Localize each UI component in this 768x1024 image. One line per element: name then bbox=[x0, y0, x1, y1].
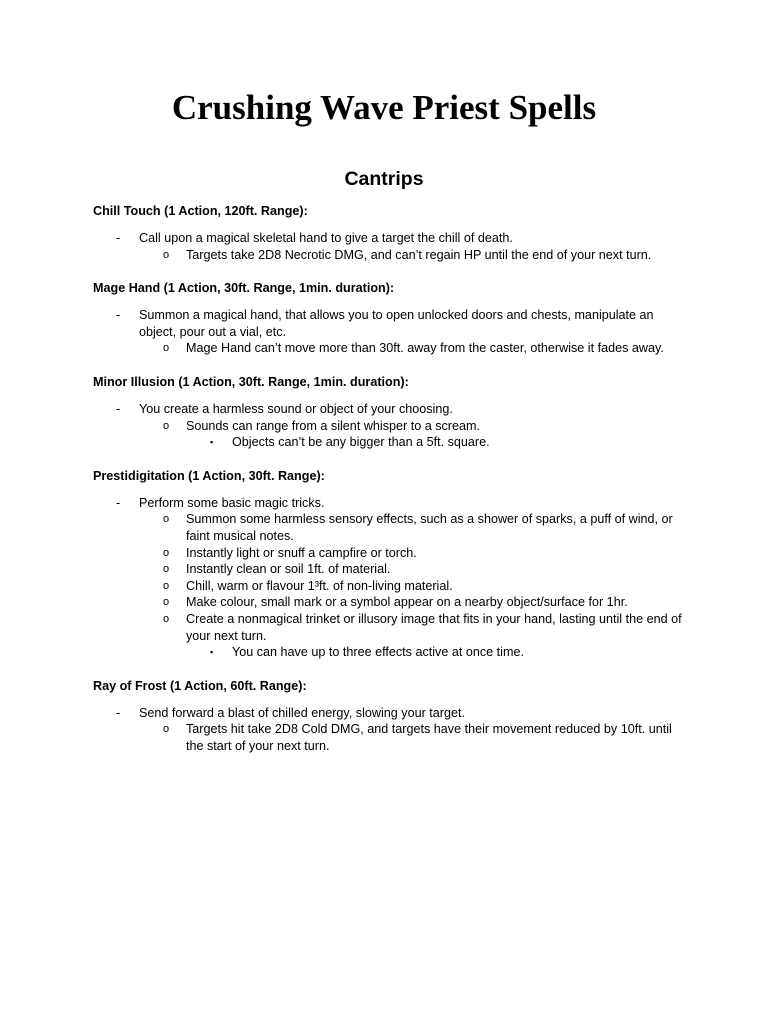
spell-heading: Ray of Frost (1 Action, 60ft. Range): bbox=[93, 678, 307, 693]
list-item-text: Summon some harmless sensory effects, such as a shower of sparks, a puff of wind, or faint musical notes. bbox=[186, 512, 673, 543]
list-item bbox=[93, 401, 683, 418]
list-item-text: Call upon a magical skeletal hand to give a target the chill of death. bbox=[139, 231, 513, 245]
circle-bullet-icon: o bbox=[163, 419, 170, 432]
dash-bullet-icon: - bbox=[116, 401, 121, 416]
spell-description-list bbox=[93, 307, 683, 357]
spell-ray-of-frost bbox=[93, 678, 683, 755]
list-item-text: You can have up to three effects active at once time. bbox=[232, 645, 524, 660]
spell-heading: Prestidigitation (1 Action, 30ft. Range): bbox=[93, 468, 325, 483]
document-title: Crushing Wave Priest Spells bbox=[171, 88, 597, 127]
list-item bbox=[93, 594, 683, 611]
list-item bbox=[93, 721, 683, 754]
list-item bbox=[93, 434, 683, 451]
list-item-text: Objects can’t be any bigger than a 5ft. square. bbox=[232, 435, 490, 450]
list-item bbox=[93, 705, 683, 722]
spell-heading: Chill Touch (1 Action, 120ft. Range): bbox=[93, 204, 308, 218]
spell-minor-illusion bbox=[93, 374, 683, 451]
spell-description-list bbox=[93, 230, 683, 263]
list-item-text: Send forward a blast of chilled energy, slowing your target. bbox=[139, 705, 465, 720]
list-item-text: Chill, warm or flavour 1³ft. of non-living material. bbox=[186, 578, 453, 593]
list-item-text: Summon a magical hand, that allows you to open unlocked doors and chests, manipulate an object, pour out a vial, etc. bbox=[139, 308, 654, 339]
list-item-text: Create a nonmagical trinket or illusory image that fits in your hand, lasting until the end of your next turn. bbox=[186, 611, 682, 643]
spell-description-list bbox=[93, 705, 683, 755]
list-item bbox=[93, 578, 683, 595]
list-item bbox=[93, 230, 683, 247]
circle-bullet-icon: o bbox=[163, 513, 170, 526]
list-item-text: You create a harmless sound or object of your choosing. bbox=[139, 401, 453, 416]
circle-bullet-icon: o bbox=[163, 596, 170, 609]
list-item-text: Mage Hand can’t move more than 30ft. away from the caster, otherwise it fades away. bbox=[186, 341, 664, 356]
section-heading-cantrips: Cantrips bbox=[344, 168, 424, 190]
spell-prestidigitation bbox=[93, 468, 683, 661]
list-item bbox=[93, 495, 683, 512]
circle-bullet-icon: o bbox=[163, 723, 170, 736]
list-item-text: Targets hit take 2D8 Cold DMG, and targets have their movement reduced by 10ft. until the start of your next turn. bbox=[186, 722, 672, 753]
circle-bullet-icon: o bbox=[163, 546, 170, 559]
list-item bbox=[93, 340, 683, 357]
list-item bbox=[93, 511, 683, 544]
circle-bullet-icon: o bbox=[163, 248, 170, 261]
dash-bullet-icon: - bbox=[116, 495, 121, 510]
square-bullet-icon: ▪ bbox=[210, 647, 214, 658]
list-item bbox=[93, 247, 683, 264]
circle-bullet-icon: o bbox=[163, 579, 170, 592]
circle-bullet-icon: o bbox=[163, 342, 170, 355]
dash-bullet-icon: - bbox=[116, 308, 121, 323]
list-item-text: Sounds can range from a silent whisper to a scream. bbox=[186, 418, 480, 433]
spell-heading: Minor Illusion (1 Action, 30ft. Range, 1min. duration): bbox=[93, 374, 409, 389]
spell-list bbox=[93, 203, 683, 754]
square-bullet-icon: ▪ bbox=[210, 437, 214, 448]
dash-bullet-icon: - bbox=[116, 231, 121, 245]
list-item-text: Make colour, small mark or a symbol appear on a nearby object/surface for 1hr. bbox=[186, 595, 628, 610]
dash-bullet-icon: - bbox=[116, 705, 121, 720]
spell-description-list bbox=[93, 495, 683, 661]
list-item bbox=[93, 561, 683, 578]
circle-bullet-icon: o bbox=[163, 612, 170, 625]
list-item bbox=[93, 307, 683, 340]
list-item bbox=[93, 545, 683, 562]
list-item bbox=[93, 644, 683, 661]
list-item bbox=[93, 611, 683, 644]
list-item-text: Instantly clean or soil 1ft. of material. bbox=[186, 562, 391, 577]
spell-description-list bbox=[93, 401, 683, 451]
spell-chill-touch bbox=[93, 203, 683, 263]
list-item-text: Perform some basic magic tricks. bbox=[139, 495, 325, 510]
spell-mage-hand bbox=[93, 280, 683, 357]
list-item-text: Targets take 2D8 Necrotic DMG, and can’t regain HP until the end of your next turn. bbox=[186, 247, 652, 262]
spell-heading: Mage Hand (1 Action, 30ft. Range, 1min. duration): bbox=[93, 281, 395, 296]
list-item bbox=[93, 418, 683, 435]
circle-bullet-icon: o bbox=[163, 563, 170, 576]
list-item-text: Instantly light or snuff a campfire or torch. bbox=[186, 545, 417, 560]
